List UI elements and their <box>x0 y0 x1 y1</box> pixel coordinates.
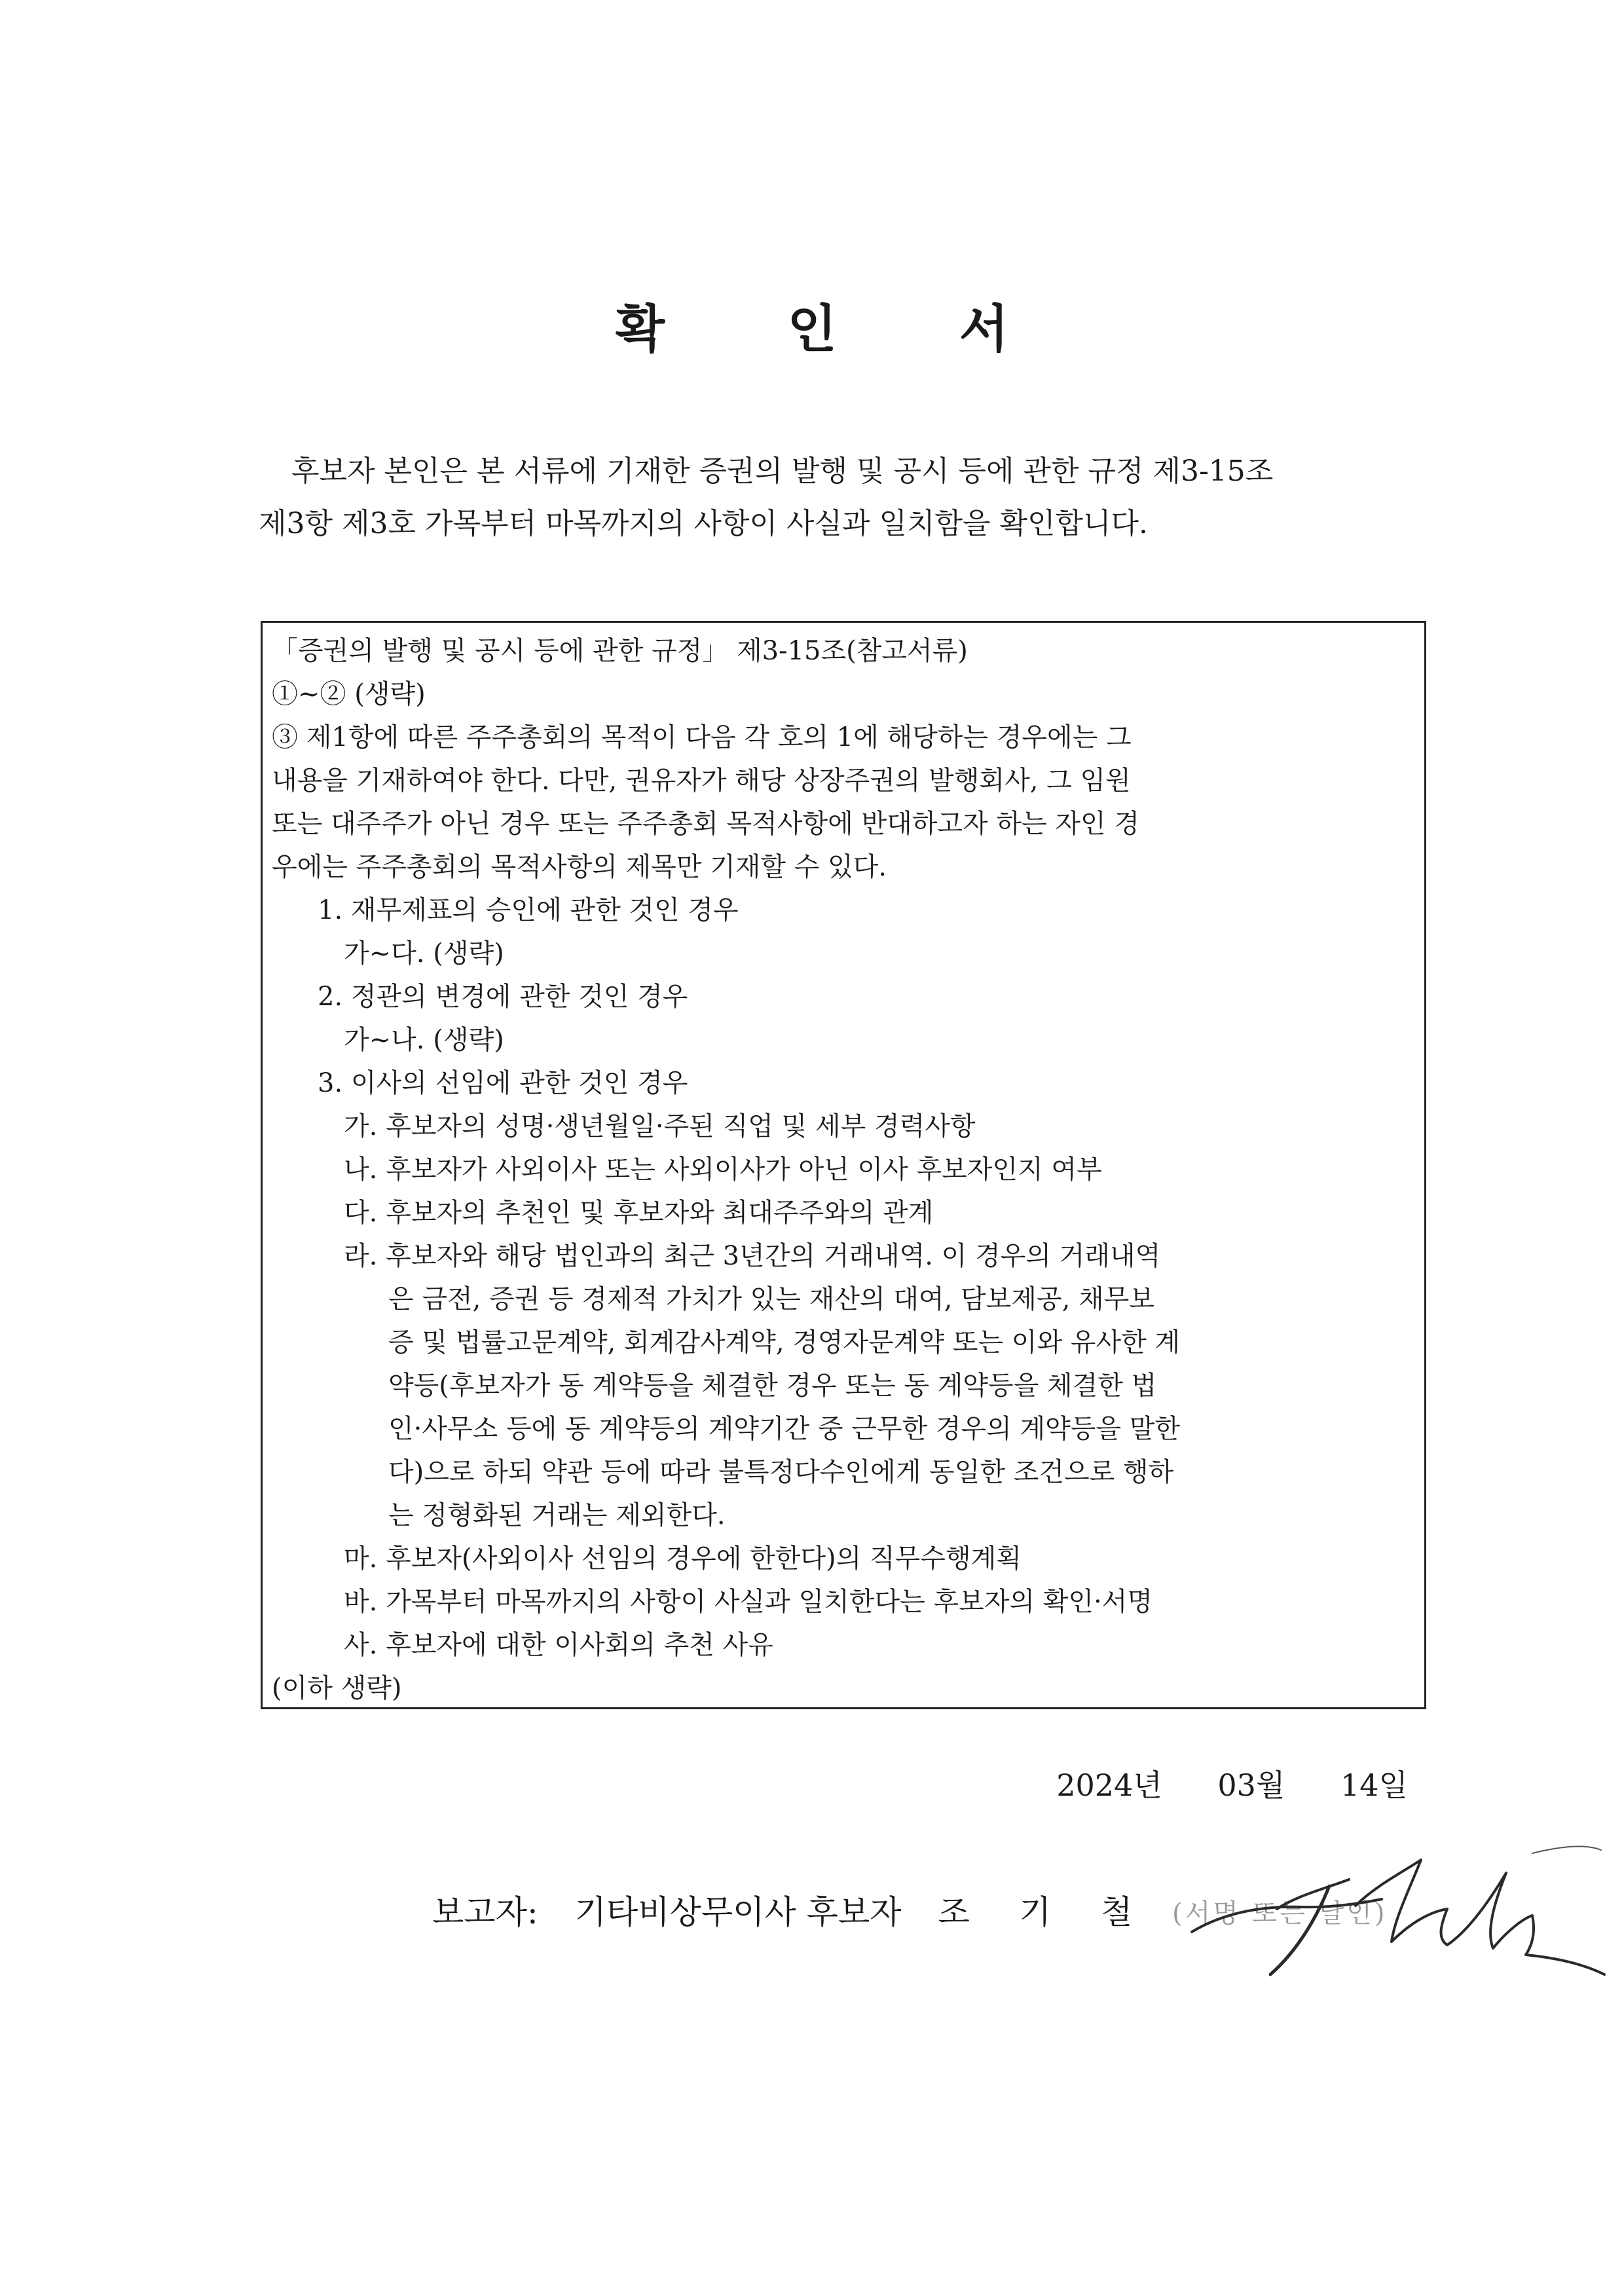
regulation-line: ③ 제1항에 따른 주주총회의 목적이 다음 각 호의 1에 해당하는 경우에는 그 <box>272 722 1132 752</box>
regulation-continuation: 약등(후보자가 동 계약등을 체결한 경우 또는 동 계약등을 체결한 법 <box>388 1371 1157 1401</box>
date-month: 03월 <box>1217 1768 1285 1803</box>
reporter-line <box>432 1886 1152 1933</box>
regulation-subitem: 나. 후보자가 사외이사 또는 사외이사가 아닌 이사 후보자인지 여부 <box>344 1155 1102 1185</box>
regulation-line: 우에는 주주총회의 목적사항의 제목만 기재할 수 있다. <box>272 852 887 882</box>
document-date <box>1056 1762 1408 1805</box>
document-title: 확 인 서 <box>615 299 1061 359</box>
intro-line: 후보자 본인은 본 서류에 기재한 증권의 발행 및 공시 등에 관한 규정 제3-15조 <box>291 454 1274 488</box>
regulation-continuation: 은 금전, 증권 등 경제적 가치가 있는 재산의 대여, 담보제공, 채무보 <box>388 1284 1154 1314</box>
regulation-subitem: 바. 가목부터 마목까지의 사항이 사실과 일치한다는 후보자의 확인·서명 <box>344 1587 1153 1617</box>
regulation-subitem: 가. 후보자의 성명·생년월일·주된 직업 및 세부 경력사항 <box>344 1111 976 1141</box>
date-year: 2024년 <box>1056 1768 1162 1803</box>
regulation-item: 1. 재무제표의 승인에 관한 것인 경우 <box>318 895 739 925</box>
regulation-item: 3. 이사의 선임에 관한 것인 경우 <box>318 1068 688 1098</box>
intro-paragraph <box>259 445 1437 550</box>
regulation-subitem: 가~다. (생략) <box>344 938 504 969</box>
regulation-line: 또는 대주주가 아닌 경우 또는 주주총회 목적사항에 반대하고자 하는 자인 경 <box>272 809 1139 839</box>
intro-line: 제3항 제3호 가목부터 마목까지의 사항이 사실과 일치함을 확인합니다. <box>259 507 1148 540</box>
regulation-title: 「증권의 발행 및 공시 등에 관한 규정」 제3-15조(참고서류) <box>272 636 968 666</box>
handwritten-signature <box>1166 1834 1611 2004</box>
regulation-continuation: 다)으로 하되 약관 등에 따라 불특정다수인에게 동일한 조건으로 행하 <box>388 1457 1174 1487</box>
regulation-subitem: 다. 후보자의 추천인 및 후보자와 최대주주와의 관계 <box>344 1198 934 1228</box>
regulation-line: 내용을 기재하여야 한다. 다만, 권유자가 해당 상장주권의 발행회사, 그 임원 <box>272 766 1131 796</box>
regulation-line: ①~② (생략) <box>272 679 426 709</box>
regulation-item: 2. 정관의 변경에 관한 것인 경우 <box>318 982 688 1012</box>
regulation-subitem: 라. 후보자와 해당 법인과의 최근 3년간의 거래내역. 이 경우의 거래내역 <box>344 1241 1161 1271</box>
regulation-excerpt-box <box>261 621 1426 1709</box>
date-day: 14일 <box>1340 1768 1408 1803</box>
regulation-subitem: 마. 후보자(사외이사 선임의 경우에 한한다)의 직무수행계획 <box>344 1544 1022 1574</box>
reporter-role: 기타비상무이사 후보자 <box>574 1893 902 1931</box>
regulation-continuation: 는 정형화된 거래는 제외한다. <box>388 1500 726 1530</box>
regulation-subitem: 가~나. (생략) <box>344 1025 504 1055</box>
regulation-continuation: 증 및 법률고문계약, 회계감사계약, 경영자문계약 또는 이와 유사한 계 <box>388 1327 1181 1358</box>
regulation-subitem: 사. 후보자에 대한 이사회의 추천 사유 <box>344 1630 773 1660</box>
reporter-name: 조 기 철 <box>938 1893 1153 1931</box>
regulation-omitted-note: (이하 생략) <box>272 1673 402 1703</box>
regulation-continuation: 인·사무소 등에 동 계약등의 계약기간 중 근무한 경우의 계약등을 말한 <box>388 1414 1181 1444</box>
seal-placeholder-text: (서명 또는 날인) <box>1172 1898 1388 1929</box>
reporter-label: 보고자: <box>432 1893 538 1931</box>
